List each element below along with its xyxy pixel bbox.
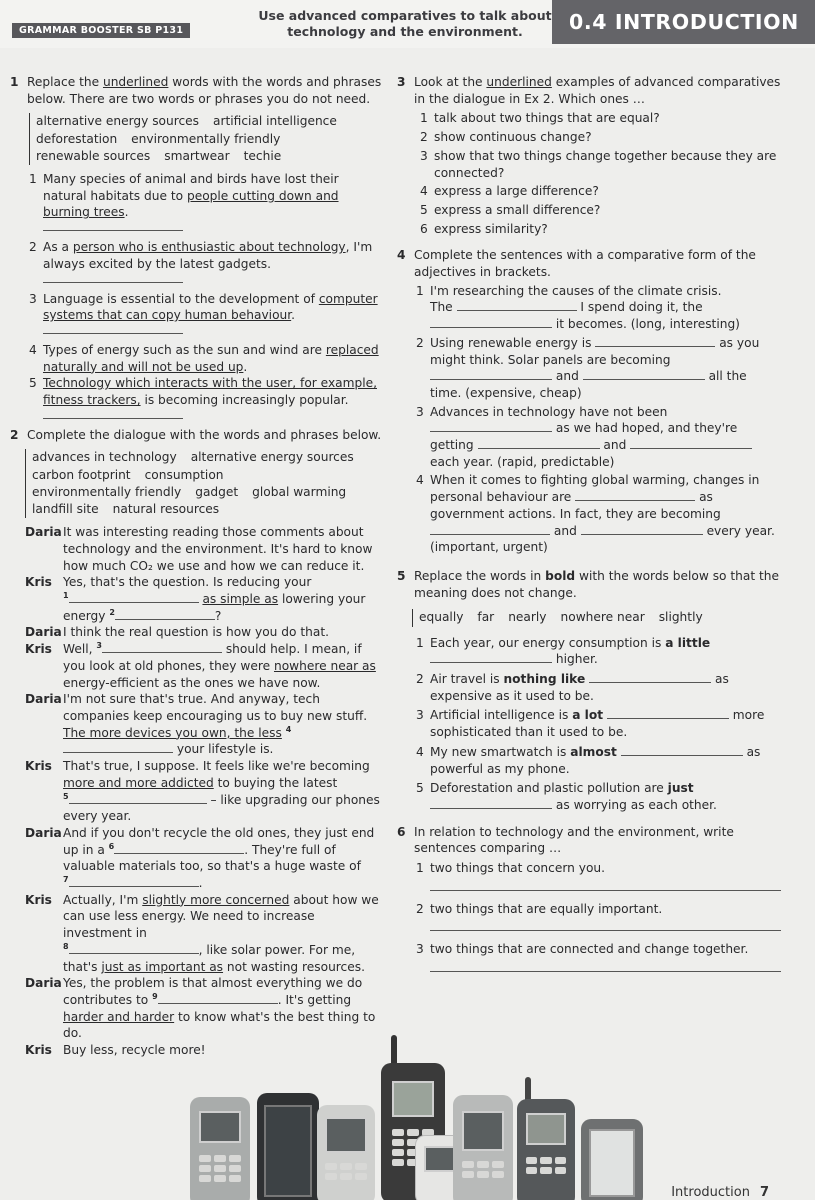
instr-part: with the words below so that the meaning does not change. xyxy=(414,568,780,600)
underlined-text: as simple as xyxy=(202,592,279,607)
exercise-4-heading xyxy=(397,247,781,280)
phone-image xyxy=(517,1099,575,1200)
instr-part: words with the words and phrases below. There are two words or phrases you do not need. xyxy=(27,75,382,106)
dialogue xyxy=(25,524,382,1059)
text-part: . They're full of valuable materials too, so that's a huge waste of xyxy=(63,842,361,874)
underlined-text: more and more addicted xyxy=(63,775,214,790)
gap-number: 6 xyxy=(108,841,115,851)
word-box-2 xyxy=(25,449,382,518)
answer-blank[interactable] xyxy=(430,797,552,809)
speaker-name: Daria xyxy=(25,525,62,540)
answer-blank[interactable] xyxy=(595,335,715,347)
text-part: I'm researching the causes of the climate crisis. xyxy=(430,283,722,298)
bold-text: just xyxy=(667,781,694,796)
word-option: carbon footprint xyxy=(32,467,131,482)
exercise-number: 6 xyxy=(397,824,406,839)
text-part: Advances in technology have not been xyxy=(430,404,668,419)
text-part: Yes, the problem is that almost everything we do contributes to xyxy=(63,976,363,1007)
exercise-4-items xyxy=(416,283,781,556)
word-option: advances in technology xyxy=(32,450,177,465)
phone-image xyxy=(581,1119,643,1200)
gap-number: 9 xyxy=(152,991,158,1001)
phone-screen xyxy=(392,1081,434,1117)
answer-blank[interactable] xyxy=(621,744,743,756)
text-part: to buying the latest xyxy=(217,775,338,790)
exercise-instruction xyxy=(414,568,781,601)
underlined-text: nowhere near as xyxy=(273,658,376,673)
item-number: 3 xyxy=(416,942,424,957)
item-text: show that two things change together because they are connected? xyxy=(434,148,777,180)
instr-underlined: underlined xyxy=(102,75,169,89)
list-item xyxy=(29,171,382,221)
page-number: 7 xyxy=(759,1185,769,1200)
list-item xyxy=(416,671,781,704)
text-part: Many species of animal and birds have lost their natural habitats due to xyxy=(43,172,339,203)
bold-text: nothing like xyxy=(503,672,586,686)
phone-image xyxy=(317,1105,375,1200)
list-item xyxy=(29,239,382,272)
answer-blank[interactable] xyxy=(430,368,552,380)
speaker-name: Kris xyxy=(25,1043,52,1058)
answer-blank[interactable] xyxy=(430,420,552,432)
word-option: environmentally friendly xyxy=(131,131,281,146)
dialogue-line xyxy=(25,975,382,1042)
item-number: 5 xyxy=(420,202,428,217)
underlined-text: person who is enthusiastic about technology xyxy=(72,240,346,255)
gap-number: 4 xyxy=(285,724,292,734)
exercise-number: 2 xyxy=(10,427,19,442)
list-item xyxy=(420,202,781,219)
item-number: 6 xyxy=(420,221,428,236)
text-part: and xyxy=(555,369,579,384)
answer-blank[interactable] xyxy=(69,942,199,954)
item-text: two things that concern you. xyxy=(430,861,606,876)
text-part: . It's getting xyxy=(277,992,352,1007)
exercise-3-heading xyxy=(397,74,781,107)
phone-keypad xyxy=(526,1157,566,1174)
footer-section-label: Introduction xyxy=(671,1185,750,1200)
answer-blank[interactable] xyxy=(114,842,244,854)
exercise-instruction: In relation to technology and the environment, write sentences comparing … xyxy=(414,824,734,856)
phone-screen xyxy=(589,1129,635,1197)
exercise-number: 3 xyxy=(397,75,406,89)
answer-blank[interactable] xyxy=(478,437,600,449)
word-option: far xyxy=(477,610,495,625)
dialogue-line xyxy=(25,825,382,892)
underlined-text: people cutting down and burning trees xyxy=(43,188,339,220)
word-option: environmentally friendly xyxy=(32,484,182,499)
speaker-name: Kris xyxy=(25,892,52,907)
text-part: As a xyxy=(43,240,73,255)
item-number: 3 xyxy=(420,148,428,163)
item-text xyxy=(430,707,781,740)
underlined-text: slightly more concerned xyxy=(142,892,290,907)
exercise-instruction xyxy=(414,74,781,107)
word-option: equally xyxy=(419,610,464,625)
speaker-name: Daria xyxy=(25,692,62,707)
item-number: 5 xyxy=(416,781,424,796)
answer-blank[interactable] xyxy=(69,591,199,603)
phone-image xyxy=(257,1093,319,1200)
word-option: gadget xyxy=(195,484,239,499)
text-part: as powerful as my phone. xyxy=(430,744,761,776)
word-option: renewable sources xyxy=(36,148,151,163)
word-option: artificial intelligence xyxy=(213,114,337,129)
item-number: 1 xyxy=(416,283,424,298)
phone-screen xyxy=(199,1111,241,1143)
item-text xyxy=(43,375,382,408)
phone-keypad xyxy=(199,1155,241,1182)
underlined-text: computer systems that can copy human behaviour xyxy=(43,291,378,323)
answer-line[interactable] xyxy=(430,921,781,931)
item-text xyxy=(43,171,382,221)
item-number: 2 xyxy=(416,901,424,916)
item-text xyxy=(430,283,781,333)
text-part: as government actions. In fact, they are becoming xyxy=(430,490,721,521)
item-text: express similarity? xyxy=(434,221,548,236)
right-column xyxy=(397,74,781,982)
text-part: My new smartwatch is xyxy=(430,744,571,759)
dialogue-line xyxy=(25,624,382,641)
item-text xyxy=(430,635,781,668)
item-text xyxy=(430,404,781,471)
text-part: Language is essential to the development of xyxy=(43,291,319,306)
dialogue-line xyxy=(25,641,382,691)
text-part: . xyxy=(124,205,129,220)
item-text xyxy=(430,335,781,402)
gap-number: 2 xyxy=(109,607,115,617)
item-number: 2 xyxy=(416,672,424,686)
item-number: 1 xyxy=(416,635,424,650)
text-part: is becoming increasingly popular. xyxy=(140,393,349,408)
item-text xyxy=(43,342,382,375)
text-part: I'm not sure that's true. And anyway, tech companies keep encouraging us to buy new stuff. xyxy=(63,692,368,723)
item-text xyxy=(430,780,781,813)
text-part: as we had hoped, and they're getting xyxy=(430,421,738,453)
answer-blank[interactable] xyxy=(575,489,695,501)
line-text xyxy=(63,892,382,976)
item-text: express a large difference? xyxy=(434,184,599,199)
text-part: your lifestyle is. xyxy=(176,742,274,757)
text-part: lowering your energy xyxy=(63,592,366,623)
item-number: 4 xyxy=(420,184,428,199)
item-number: 5 xyxy=(29,376,37,391)
word-option: alternative energy sources xyxy=(36,114,200,129)
list-item xyxy=(416,635,781,668)
list-item xyxy=(420,183,781,200)
list-item xyxy=(420,110,781,127)
list-item xyxy=(420,221,781,238)
exercise-number: 1 xyxy=(10,75,19,89)
text-part: That's true, I suppose. It feels like we're becoming xyxy=(63,759,370,774)
word-option: landfill site xyxy=(32,502,99,517)
word-option: alternative energy sources xyxy=(190,450,354,465)
list-item xyxy=(29,291,382,324)
exercise-number: 5 xyxy=(397,568,406,583)
line-text: Buy less, recycle more! xyxy=(63,1043,206,1058)
item-number: 3 xyxy=(416,708,424,723)
underlined-text: The more devices you own, the less xyxy=(63,725,282,740)
answer-line[interactable] xyxy=(430,881,781,891)
line-text xyxy=(63,641,382,691)
instr-part: Look at the xyxy=(414,75,487,89)
text-part: , I'm always excited by the latest gadgets. xyxy=(43,240,373,271)
exercise-instruction xyxy=(27,74,382,107)
item-number: 4 xyxy=(29,342,37,357)
phone-screen xyxy=(526,1113,566,1145)
text-part: energy-efficient as the ones we have now. xyxy=(63,675,321,690)
answer-blank[interactable] xyxy=(115,608,215,620)
text-part: Using renewable energy is xyxy=(430,335,592,350)
phone-screen xyxy=(325,1117,367,1153)
answer-line[interactable] xyxy=(43,275,183,283)
underlined-text: Technology which interacts with the user, for example, fitness trackers, xyxy=(43,376,377,408)
text-part: about how we can use less energy. We need to increase investment in xyxy=(63,892,379,941)
item-number: 2 xyxy=(420,130,428,145)
instr-underlined: underlined xyxy=(486,75,552,89)
left-column xyxy=(10,74,382,1059)
answer-blank[interactable] xyxy=(158,992,278,1004)
exercise-1-heading xyxy=(10,74,382,107)
speaker-name: Kris xyxy=(25,642,52,657)
gap-number: 1 xyxy=(63,591,69,601)
instr-part: Replace the words in xyxy=(414,568,546,583)
item-number: 1 xyxy=(416,861,424,876)
answer-blank[interactable] xyxy=(457,299,577,311)
text-part: Actually, I'm xyxy=(63,892,139,907)
item-text: show continuous change? xyxy=(434,130,592,145)
exercise-3-items xyxy=(420,110,781,237)
underlined-text: harder and harder xyxy=(63,1009,175,1024)
word-option: nearly xyxy=(508,610,547,625)
exercise-2-heading xyxy=(10,427,382,444)
answer-blank[interactable] xyxy=(69,792,207,804)
word-box-1 xyxy=(29,113,382,165)
text-part: should help. I mean, if you look at old phones, they were xyxy=(63,642,362,673)
text-part: The xyxy=(430,300,453,315)
item-text: two things that are connected and change together. xyxy=(430,942,749,957)
instr-bold: bold xyxy=(545,568,576,583)
word-box-5 xyxy=(412,609,781,626)
answer-blank[interactable] xyxy=(630,437,752,449)
answer-blank[interactable] xyxy=(430,316,552,328)
answer-blank[interactable] xyxy=(102,641,222,653)
item-number: 1 xyxy=(29,172,37,187)
word-option: natural resources xyxy=(112,502,220,517)
list-item xyxy=(416,335,781,402)
text-part: Each year, our energy consumption is xyxy=(430,635,666,650)
phone-image xyxy=(190,1097,250,1200)
line-text: And if you don't recycle the old ones, they just end up in a $^6$ . They're full of valuable materials too, so that's a huge waste of $^7$ . xyxy=(63,825,375,891)
line-text: Yes, that's the question. Is reducing your $^1$ as simple as lowering your energy $^2$ ? xyxy=(63,575,366,623)
text-part: When it comes to fighting global warming, changes in personal behaviour are xyxy=(430,473,760,505)
phone-image xyxy=(453,1095,513,1200)
answer-line[interactable] xyxy=(43,411,183,419)
exercise-6-items xyxy=(416,860,781,972)
item-text xyxy=(430,671,781,704)
text-part: as you might think. Solar panels are becoming xyxy=(430,335,760,367)
speaker-name: Daria xyxy=(25,825,62,840)
page-footer xyxy=(671,1185,769,1200)
instr-part: examples of advanced comparatives in the dialogue in Ex 2. Which ones … xyxy=(414,75,781,106)
list-item xyxy=(420,129,781,146)
item-number: 4 xyxy=(416,744,424,759)
item-text xyxy=(430,744,781,777)
item-number: 2 xyxy=(29,240,37,255)
dialogue-line xyxy=(25,574,382,624)
list-item xyxy=(416,472,781,556)
word-option: deforestation xyxy=(36,131,118,146)
instr-part: Replace the xyxy=(27,75,103,89)
dialogue-line xyxy=(25,758,382,825)
text-part: . xyxy=(291,308,296,323)
word-option: techie xyxy=(243,148,282,163)
list-item xyxy=(416,707,781,740)
underlined-text: replaced naturally and will not be used up xyxy=(43,342,379,374)
item-text: two things that are equally important. xyxy=(430,901,663,916)
grammar-booster-tag: GRAMMAR BOOSTER SB P131 xyxy=(12,23,190,38)
text-part: Artificial intelligence is xyxy=(430,708,573,723)
page-header xyxy=(0,0,815,48)
phone-keypad xyxy=(462,1161,504,1178)
dialogue-line xyxy=(25,892,382,976)
item-number: 2 xyxy=(416,335,424,350)
text-part: as worrying as each other. xyxy=(555,797,717,812)
answer-line[interactable] xyxy=(43,326,183,334)
answer-blank[interactable] xyxy=(583,368,705,380)
text-part: more sophisticated than it used to be. xyxy=(430,708,765,740)
speaker-name: Daria xyxy=(25,976,62,991)
gap-number: 8 xyxy=(63,941,69,951)
list-item xyxy=(29,375,382,408)
text-part: not wasting resources. xyxy=(226,959,365,974)
line-text xyxy=(63,975,382,1042)
list-item xyxy=(416,283,781,333)
list-item xyxy=(420,148,781,181)
bold-text: a lot xyxy=(572,708,604,723)
exercise-5-heading xyxy=(397,568,781,601)
gap-number: 3 xyxy=(96,641,102,651)
list-item xyxy=(416,744,781,777)
list-item xyxy=(29,342,382,375)
dialogue-line xyxy=(25,524,382,574)
item-number: 3 xyxy=(416,404,424,419)
answer-line[interactable] xyxy=(43,223,183,231)
item-text xyxy=(43,291,382,324)
text-part: it becomes. (long, interesting) xyxy=(555,317,740,332)
phone-screen xyxy=(264,1105,312,1197)
line-text xyxy=(63,758,382,825)
answer-blank[interactable] xyxy=(69,875,199,887)
text-part: to know what's the best thing to do. xyxy=(63,1009,376,1041)
list-item xyxy=(416,901,781,918)
text-part: Yes, that's the question. Is reducing your xyxy=(63,575,312,590)
old-phones-illustration xyxy=(185,1035,655,1200)
unit-title: 0.4 INTRODUCTION xyxy=(552,0,815,44)
speaker-name: Daria xyxy=(25,625,62,640)
text-part: – like upgrading our phones every year. xyxy=(63,792,380,824)
dialogue-line xyxy=(25,691,382,758)
answer-blank[interactable] xyxy=(607,707,729,719)
item-number: 3 xyxy=(29,291,37,306)
line-text: It was interesting reading those comments about technology and the environment. It's hard to know how much CO₂ we use and how we can reduce it. xyxy=(63,525,373,573)
word-option: global warming xyxy=(252,484,347,499)
exercise-1-items xyxy=(29,171,382,419)
item-text: talk about two things that are equal? xyxy=(434,111,660,126)
text-part: each year. (rapid, predictable) xyxy=(430,454,615,469)
list-item xyxy=(416,941,781,958)
word-option: slightly xyxy=(658,610,703,625)
answer-blank[interactable] xyxy=(581,523,703,535)
answer-blank[interactable] xyxy=(63,741,173,753)
exercise-instruction: Complete the sentences with a comparative form of the adjectives in brackets. xyxy=(414,248,756,280)
answer-line[interactable] xyxy=(430,962,781,972)
text-part: . xyxy=(243,359,248,374)
exercise-5-items xyxy=(416,635,781,814)
speaker-name: Kris xyxy=(25,575,52,590)
bold-text: almost xyxy=(570,744,617,759)
text-part: Air travel is xyxy=(430,672,504,686)
gap-number: 5 xyxy=(63,791,69,801)
text-part: all the time. (expensive, cheap) xyxy=(430,369,747,400)
answer-blank[interactable] xyxy=(430,523,550,535)
word-option: nowhere near xyxy=(560,610,645,625)
text-part: And if you don't recycle the old ones, they just end up in a xyxy=(63,825,375,857)
exercise-number: 4 xyxy=(397,248,406,263)
text-part: every year. (important, urgent) xyxy=(430,523,775,555)
bold-text: a little xyxy=(665,635,711,650)
text-part: Types of energy such as the sun and wind are xyxy=(43,342,326,357)
speaker-name: Kris xyxy=(25,759,52,774)
text-part: Deforestation and plastic pollution are xyxy=(430,781,668,796)
gap-number: 7 xyxy=(63,874,69,884)
item-text xyxy=(430,472,781,556)
text-part: Well, xyxy=(63,642,93,657)
phone-keypad xyxy=(325,1163,367,1180)
text-part: , like solar power. For me, that's xyxy=(63,942,356,974)
text-part: higher. xyxy=(555,652,598,667)
lesson-topic: Use advanced comparatives to talk about technology and the environment. xyxy=(258,8,552,39)
item-text xyxy=(43,239,382,272)
list-item xyxy=(416,404,781,471)
underlined-text: just as important as xyxy=(101,959,224,974)
answer-blank[interactable] xyxy=(589,671,711,683)
list-item xyxy=(416,860,781,877)
line-text xyxy=(63,691,382,758)
item-text: express a small difference? xyxy=(434,202,601,217)
text-part: I spend doing it, the xyxy=(580,300,703,315)
exercise-6-heading xyxy=(397,824,781,857)
text-part: as expensive as it used to be. xyxy=(430,672,729,703)
line-text: I think the real question is how you do that. xyxy=(63,625,329,640)
text-part: and xyxy=(553,523,577,538)
word-option: consumption xyxy=(144,467,224,482)
exercise-instruction: Complete the dialogue with the words and phrases below. xyxy=(27,427,382,442)
phone-screen xyxy=(462,1111,504,1151)
item-number: 4 xyxy=(416,473,424,488)
text-part: and xyxy=(603,438,627,453)
answer-blank[interactable] xyxy=(430,651,552,663)
list-item xyxy=(416,780,781,813)
item-number: 1 xyxy=(420,111,428,126)
word-option: smartwear xyxy=(164,148,230,163)
